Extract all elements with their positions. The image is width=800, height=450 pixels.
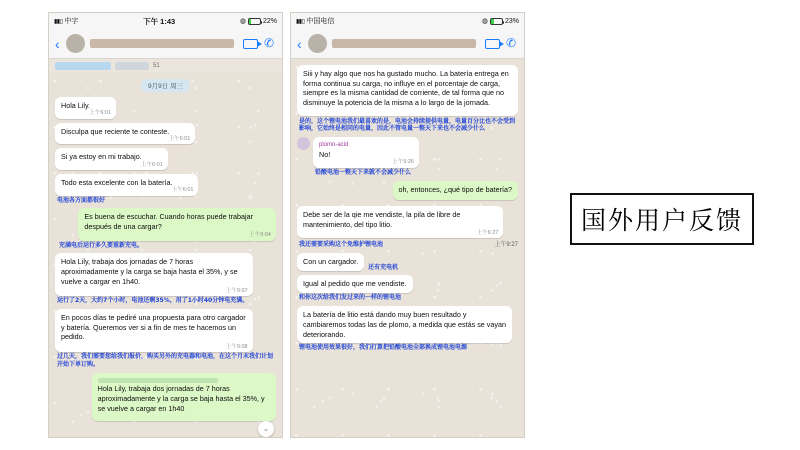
message-bubble-incoming bbox=[297, 65, 518, 116]
status-time: 下午 1:43 bbox=[143, 16, 176, 26]
annotation-text: 过几天，我们需要您给我们报价，购买另外的充电器和电池，在这个月末我们计划开始下单订购。 bbox=[57, 353, 274, 368]
annotation-text: 铅酸电池一整天下来就不会减少什么 bbox=[315, 168, 412, 176]
message-row bbox=[297, 253, 518, 271]
caption-text: 国外用户反馈 bbox=[580, 206, 743, 235]
message-row bbox=[55, 253, 276, 296]
message-row bbox=[55, 309, 276, 352]
sender-name: plomo-acid bbox=[319, 141, 349, 148]
avatar[interactable] bbox=[308, 34, 327, 53]
plomo-avatar bbox=[297, 137, 310, 150]
message-row bbox=[55, 373, 276, 421]
message-text: Disculpa que reciente te conteste. bbox=[61, 126, 170, 136]
message-row bbox=[55, 97, 276, 119]
message-row bbox=[55, 208, 276, 240]
voice-call-icon[interactable]: ✆ bbox=[264, 36, 275, 50]
status-bar-right bbox=[291, 13, 524, 29]
annotation-text: 和你这次给我们发过来的一样的锂电池 bbox=[299, 293, 402, 301]
message-bubble-incoming bbox=[297, 275, 413, 293]
wifi-icon: ◍ bbox=[481, 18, 488, 25]
message-text: No! bbox=[319, 149, 331, 159]
message-bubble-incoming bbox=[55, 309, 253, 352]
voice-call-icon[interactable]: ✆ bbox=[506, 36, 517, 50]
message-time: 上午9:07 bbox=[225, 288, 248, 295]
sub-toolbar-count: 51 bbox=[153, 63, 160, 69]
signal-icon: ▮▮▯ bbox=[54, 18, 63, 25]
annotation-text: 还有充电机 bbox=[368, 263, 399, 271]
message-text: La batería de litio está dando muy buen resultado y cambiaremos todas las de plomo, a medida que estás se vayan deteriorando. bbox=[303, 310, 506, 339]
message-bubble-incoming bbox=[55, 97, 116, 119]
chat-body-right[interactable] bbox=[291, 59, 524, 437]
video-call-icon[interactable] bbox=[243, 39, 258, 49]
message-text: Hola Lily. bbox=[61, 101, 91, 110]
message-text: Es buena de escuchar. Cuando horas puede trabajar después de una cargar? bbox=[84, 212, 253, 232]
caption-box bbox=[570, 193, 754, 245]
message-time: 上午6:01 bbox=[171, 187, 194, 194]
contact-name-redacted bbox=[90, 39, 234, 48]
battery-icon bbox=[248, 18, 261, 25]
phone-screenshot-left bbox=[48, 12, 283, 438]
message-bubble-outgoing bbox=[78, 208, 276, 240]
message-row bbox=[55, 148, 276, 170]
message-bubble-incoming bbox=[55, 148, 168, 170]
message-bubble-incoming bbox=[55, 174, 198, 196]
annotation-text: 电池各方面都很好 bbox=[57, 196, 106, 204]
message-row bbox=[297, 65, 518, 116]
message-text: Hola Lily, trabaja dos jornadas de 7 horas aproximadamente y la carga se baja hasta el 35%, y se vuelve a cargar en 1h40. bbox=[61, 257, 238, 286]
contact-name-redacted bbox=[332, 39, 476, 48]
message-bubble-incoming bbox=[313, 137, 419, 168]
message-text: En pocos días te pediré una propuesta para otro cargador y batería. Queremos ver si a fin de mes te hacemos un pedido. bbox=[61, 312, 246, 342]
message-bubble-incoming bbox=[55, 253, 253, 296]
message-time: 上午9:26 bbox=[392, 159, 414, 166]
back-chevron-icon[interactable]: ‹ bbox=[297, 35, 302, 52]
message-text: Debe ser de la qie me vendiste, la pila de libre de mantenimiento, del tipo litio. bbox=[303, 209, 461, 229]
message-text: Hola Lily, trabaja dos jornadas de 7 horas aproximadamente y la carga se baja hasta el 35%, y se vuelve a cargar en 1h40 bbox=[97, 384, 265, 413]
message-bubble-incoming bbox=[55, 123, 195, 145]
carrier-label: 中国电信 bbox=[306, 18, 335, 25]
status-bar-left bbox=[49, 13, 282, 29]
message-row bbox=[297, 275, 518, 293]
message-row bbox=[297, 137, 518, 168]
message-text: Igual al pedido que me vendiste. bbox=[303, 279, 407, 289]
message-text: Todo esta excelente con la batería. bbox=[61, 178, 173, 188]
phone-screenshot-right bbox=[290, 12, 525, 438]
battery-percent: 22% bbox=[262, 17, 277, 25]
message-bubble-outgoing-quoted bbox=[92, 373, 276, 421]
signal-icon: ▮▮▯ bbox=[296, 18, 305, 25]
message-bubble-incoming bbox=[297, 306, 512, 343]
message-time: 上午6:01 bbox=[168, 136, 191, 143]
sub-toolbar-left bbox=[49, 59, 282, 73]
message-bubble-incoming bbox=[297, 206, 503, 238]
avatar[interactable] bbox=[66, 34, 85, 53]
date-chip: 9月9日 周三 bbox=[141, 79, 190, 92]
battery-icon bbox=[490, 18, 503, 25]
redacted-line bbox=[98, 378, 219, 383]
input-method-indicator: 中字 bbox=[64, 18, 79, 25]
annotation-text: 锂电池使用效果很好，我们打算把铅酸电池全部换成锂电池电源 bbox=[299, 344, 468, 352]
message-row bbox=[55, 123, 276, 145]
message-time: 上午9:04 bbox=[249, 232, 271, 239]
message-bubble-incoming bbox=[297, 253, 364, 271]
message-text: Si ya estoy en mi trabajo. bbox=[61, 152, 142, 162]
message-text: oh, entonces, ¿qué tipo de batería? bbox=[398, 185, 512, 195]
message-text: Siii y hay algo que nos ha gustado mucho. La batería entrega en forma continua su carga, no influye en el porcentaje de carga, siempre es la misma cantidad de corriente, de tal forma que no disminuye la potencia de la misma a lo largo de la jornada. bbox=[303, 69, 509, 108]
message-row bbox=[55, 174, 276, 196]
chat-body-left[interactable] bbox=[49, 73, 282, 438]
message-time: 上午9:08 bbox=[225, 343, 248, 350]
message-time: 上午6:01 bbox=[140, 161, 163, 168]
annotation-text: 运行了2天，大约7个小时，电池还剩35%，用了1小时40分钟电充满。 bbox=[57, 297, 249, 305]
message-row bbox=[297, 181, 518, 200]
message-time: 上午6:27 bbox=[476, 229, 499, 236]
wifi-icon: ◍ bbox=[239, 18, 246, 25]
chat-header-right bbox=[291, 29, 524, 59]
chat-header-left bbox=[49, 29, 282, 59]
message-text: Con un cargador. bbox=[303, 257, 359, 267]
sub-toolbar-blur-2 bbox=[115, 62, 149, 70]
annotation-text: 充满电后运行多久要重新充电。 bbox=[59, 241, 144, 249]
message-row bbox=[297, 206, 518, 238]
annotation-text: 我还需要采购这个免维护锂电池 bbox=[299, 240, 384, 248]
scroll-down-icon[interactable]: ⌄ bbox=[258, 421, 274, 437]
message-time: 上午9:27 bbox=[494, 242, 518, 249]
video-call-icon[interactable] bbox=[485, 39, 500, 49]
message-time: 上午6:01 bbox=[89, 110, 112, 117]
message-row bbox=[297, 306, 518, 343]
battery-percent: 23% bbox=[504, 17, 519, 25]
back-chevron-icon[interactable]: ‹ bbox=[55, 35, 60, 52]
message-bubble-outgoing bbox=[393, 181, 518, 200]
sub-toolbar-blur-1 bbox=[55, 62, 111, 70]
annotation-text: 是的，这个锂电池我们最喜欢的是，电池会持续提供电量，电量百分比也不会受到影响，它始终是相同的电量，因此不管电量一整天下来也不会减少什么 bbox=[299, 117, 516, 133]
